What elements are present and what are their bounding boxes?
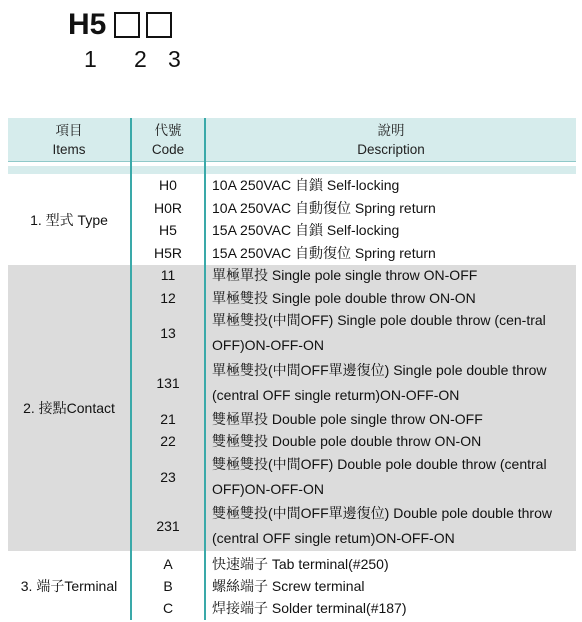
model-code <box>68 8 172 42</box>
desc-cell: 雙極雙投 Double pole double throw ON-ON <box>212 433 482 449</box>
desc-cell: 雙極單投 Double pole single throw ON-OFF <box>212 411 483 427</box>
code-cell: B <box>163 578 173 594</box>
desc-cell: 單極雙投(中間OFF單邊復位) Single pole double throw (central OFF single returm)ON-OFF-ON <box>212 362 547 403</box>
desc-cell: 15A 250VAC 自動復位 Spring return <box>212 245 436 261</box>
code-box-3 <box>146 12 172 38</box>
code-cell: 131 <box>156 375 180 391</box>
code-cell: H5 <box>159 222 177 238</box>
desc-cell: 10A 250VAC 自動復位 Spring return <box>212 200 436 216</box>
desc-cell: 焊接端子 Solder terminal(#187) <box>212 600 407 616</box>
header-code-en: Code <box>151 142 185 157</box>
header-code <box>132 120 204 160</box>
position-number-3: 3 <box>168 46 181 72</box>
code-cell: A <box>163 556 173 572</box>
code-cell: 23 <box>160 469 176 485</box>
header-desc-en: Description <box>357 142 425 157</box>
header-items-zh: 項目 <box>55 123 83 138</box>
code-cell: 22 <box>160 433 176 449</box>
code-cell: H5R <box>153 245 182 261</box>
header-description <box>206 120 576 160</box>
model-prefix: H5 <box>68 8 107 41</box>
group-label-contact: 2. 接點Contact <box>23 400 115 416</box>
header-code-zh: 代號 <box>154 123 182 138</box>
code-cell: 21 <box>160 411 176 427</box>
code-cell: H0 <box>159 177 177 193</box>
column-divider-code-desc <box>204 118 206 620</box>
desc-cell: 10A 250VAC 自鎖 Self-locking <box>212 177 400 193</box>
header-desc-zh: 說明 <box>377 123 405 138</box>
desc-cell: 螺絲端子 Screw terminal <box>212 578 365 594</box>
desc-cell: 單極雙投 Single pole double throw ON-ON <box>212 290 476 306</box>
code-cell: H0R <box>153 200 182 216</box>
code-box-2 <box>114 12 140 38</box>
header-items-en: Items <box>52 142 86 157</box>
header-items <box>8 120 130 160</box>
code-cell: 12 <box>160 290 176 306</box>
desc-cell: 雙極雙投(中間OFF單邊復位) Double pole double throw (central OFF single retum)ON-OFF-ON <box>212 505 552 546</box>
position-number-2: 2 <box>134 46 147 72</box>
group-label-type: 1. 型式 Type <box>30 211 108 228</box>
desc-cell: 雙極雙投(中間OFF) Double pole double throw (central OFF)ON-OFF-ON <box>212 456 547 497</box>
column-divider-items-code <box>130 118 132 620</box>
code-cell: 13 <box>160 325 176 341</box>
code-cell: 11 <box>160 267 176 283</box>
desc-cell: 單極雙投(中間OFF) Single pole double throw (cen-tral OFF)ON-OFF-ON <box>212 312 546 353</box>
desc-cell: 快速端子 Tab terminal(#250) <box>212 556 389 572</box>
desc-cell: 單極單投 Single pole single throw ON-OFF <box>212 267 478 283</box>
code-cell: C <box>162 600 174 616</box>
position-number-1: 1 <box>84 46 97 72</box>
desc-cell: 15A 250VAC 自鎖 Self-locking <box>212 222 400 238</box>
group-label-terminal: 3. 端子Terminal <box>20 577 118 594</box>
code-cell: 231 <box>156 518 180 534</box>
